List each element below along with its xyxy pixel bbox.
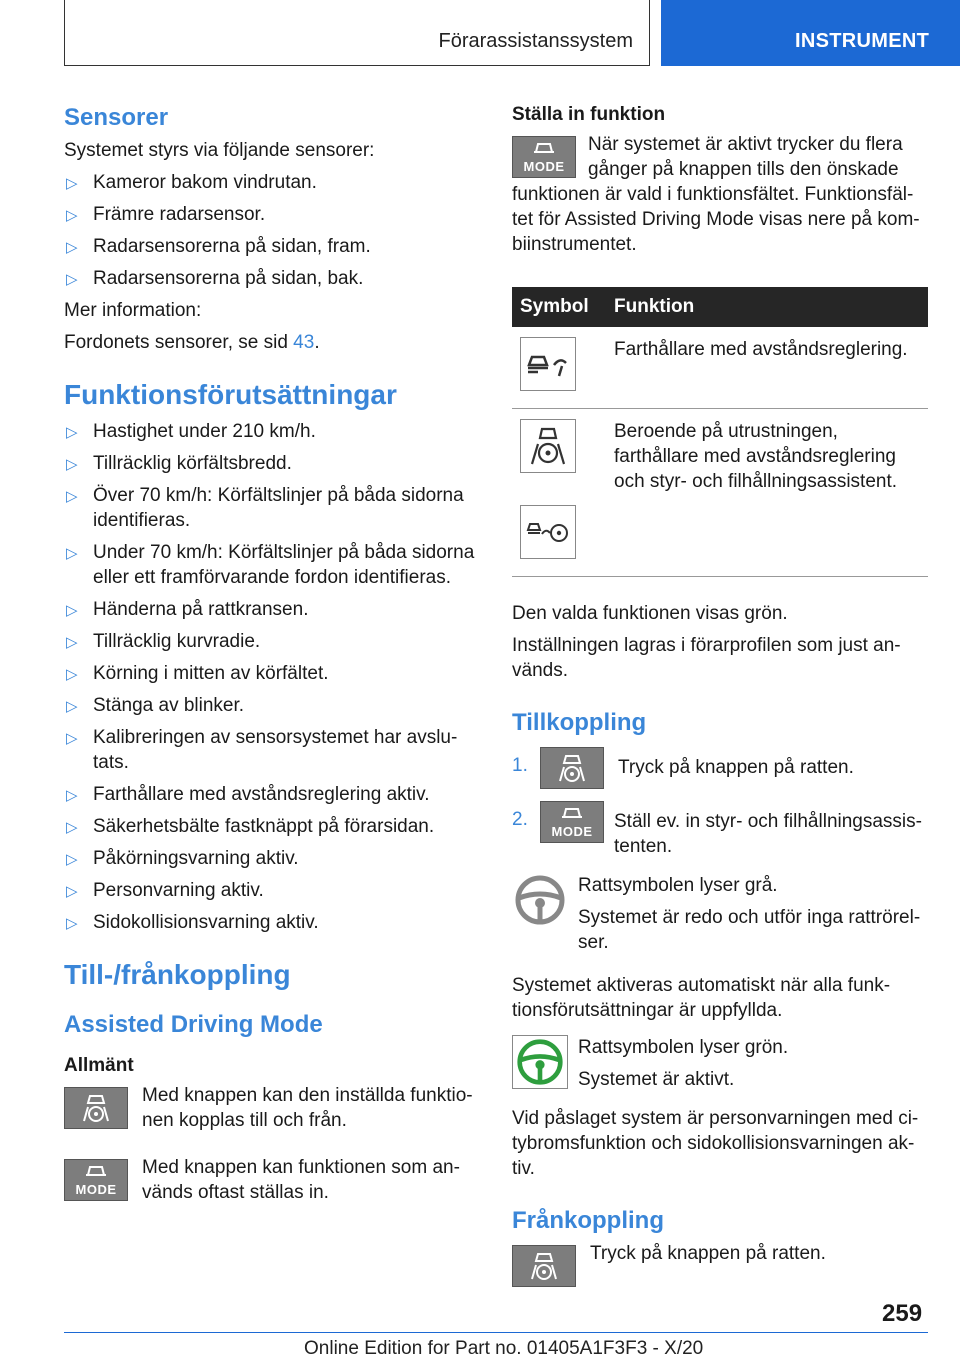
grey-steering-symbol (512, 873, 568, 927)
triangle-bullet-icon: ▷ (66, 545, 78, 562)
list-item: ▷ Under 70 km/h: Körfältslinjer på båda sidorna eller ett framförvarande fordon identifieras. (66, 542, 475, 588)
list-item: ▷ Radarsensorerna på sidan, bak. (64, 266, 478, 291)
page-number: 259 (882, 1300, 923, 1327)
off-paragraph: Tryck på knappen på ratten. (512, 1241, 928, 1287)
triangle-bullet-icon: ▷ (66, 634, 78, 651)
steering-wheel-green-icon (516, 1038, 564, 1086)
list-item: ▷ Personvarning aktiv. (64, 878, 478, 903)
adm-button-image (540, 747, 604, 789)
table-row (512, 327, 928, 409)
triangle-bullet-icon: ▷ (66, 883, 78, 900)
list-item: ▷ Stänga av blinker. (64, 693, 478, 718)
footer-divider (64, 1332, 928, 1333)
mode-button-image: MODE (64, 1159, 128, 1201)
step-2: 2. MODE Ställ ev. in styr- och filhållningsassis-tenten. (512, 797, 928, 859)
requirements-list (64, 419, 478, 935)
car-icon (557, 805, 587, 825)
list-item: ▷ Över 70 km/h: Körfältslinjer på båda sidorna identifieras. (66, 485, 464, 531)
green-steering-symbol (512, 1035, 568, 1089)
column-header-symbol: Symbol (512, 287, 606, 327)
acc-symbol (520, 337, 576, 391)
left-column (64, 100, 478, 1205)
triangle-bullet-icon: ▷ (66, 456, 78, 473)
green-steering-block: Rattsymbolen lyser grön. Systemet är aktivt. (512, 1035, 928, 1092)
steering-car-icon (527, 1249, 561, 1283)
list-item: ▷ Farthållare med avståndsreglering aktiv. (64, 782, 478, 807)
requirements-heading: Funktionsförutsättningar (64, 379, 397, 410)
step-number: 2. (512, 809, 528, 830)
grey-steering-block: Rattsymbolen lyser grå. Systemet är redo och utför inga rattrörel-ser. (512, 873, 928, 955)
adm-heading: Assisted Driving Mode (64, 1011, 323, 1038)
mode-button-image: MODE (540, 801, 604, 843)
adm-button-image (512, 1245, 576, 1287)
warning-note: Vid påslaget system är personvarningen med ci-tybromsfunktion och sidokollisionsvarningen ak-tiv. (512, 1108, 919, 1179)
symbol-table (512, 287, 928, 577)
more-info-label: Mer information: (64, 300, 202, 321)
steering-car-icon (555, 751, 589, 785)
triangle-bullet-icon: ▷ (66, 819, 78, 836)
acc-steering-symbol (520, 505, 576, 559)
header-chapter-tab (661, 0, 960, 66)
step-number: 1. (512, 755, 528, 776)
general-paragraph-1: Med knappen kan den inställda funktio-nen kopplas till och från. (64, 1083, 478, 1133)
off-heading: Frånkoppling (512, 1207, 664, 1234)
steering-car-icon (79, 1091, 113, 1125)
triangle-bullet-icon: ▷ (66, 271, 78, 288)
page-link-43[interactable]: 43 (293, 332, 315, 353)
steering-assistant-symbol (520, 419, 576, 473)
triangle-bullet-icon: ▷ (66, 207, 78, 224)
triangle-bullet-icon: ▷ (66, 666, 78, 683)
table-cell: Farthållare med avståndsreglering. (606, 327, 928, 409)
steering-wheel-grey-icon (514, 874, 566, 926)
more-info-reference: Fordonets sensorer, se sid 43. (64, 332, 320, 353)
general-paragraph-2: MODE Med knappen kan funktionen som an-vänds oftast ställas in. (64, 1155, 478, 1205)
on-heading: Tillkoppling (512, 709, 647, 736)
car-icon (529, 140, 559, 160)
list-item: ▷ Tillräcklig kurvradie. (64, 629, 478, 654)
triangle-bullet-icon: ▷ (66, 730, 78, 747)
column-header-function: Funktion (606, 287, 928, 327)
table-row (512, 409, 928, 577)
set-function-paragraph: MODE När systemet är aktivt trycker du flera gånger på knappen tills den önskade funktionen är vald i funktionsfältet. Funktionsfäl-tet för Assisted Driving Mode visas nere på kom-biinstrumentet. (512, 134, 920, 255)
mode-button-image: MODE (512, 136, 576, 178)
triangle-bullet-icon: ▷ (66, 915, 78, 932)
triangle-bullet-icon: ▷ (66, 851, 78, 868)
table-cell: Beroende på utrustningen, farthållare med avståndsreglering och styr- och filhållningsassistent. (606, 409, 928, 577)
list-item: ▷ Sidokollisionsvarning aktiv. (64, 910, 478, 935)
sensorer-intro: Systemet styrs via följande sensorer: (64, 140, 375, 161)
profile-note: Inställningen lagras i förarprofilen som just an-vänds. (512, 635, 901, 681)
header-section-box (64, 0, 650, 66)
list-item: ▷ Körning i mitten av körfältet. (64, 661, 478, 686)
list-item: ▷ Kalibreringen av sensorsystemet har avslu-tats. (66, 727, 458, 773)
toggle-heading: Till-/frånkoppling (64, 959, 291, 990)
header-chapter-title: INSTRUMENT (795, 30, 930, 52)
distance-control-icon (526, 349, 570, 379)
sensorer-heading: Sensorer (64, 104, 169, 131)
list-item: ▷ Radarsensorerna på sidan, fram. (64, 234, 478, 259)
set-function-heading: Ställa in funktion (512, 104, 666, 125)
triangle-bullet-icon: ▷ (66, 239, 78, 256)
list-item: ▷ Hastighet under 210 km/h. (64, 419, 478, 444)
right-column (512, 100, 928, 1287)
list-item: ▷ Händerna på rattkransen. (64, 597, 478, 622)
auto-activation-note: Systemet aktiveras automatiskt när alla funk-tionsförutsättningar är uppfyllda. (512, 975, 891, 1021)
triangle-bullet-icon: ▷ (66, 787, 78, 804)
steering-lane-icon (526, 424, 570, 468)
list-item: ▷ Säkerhetsbälte fastknäppt på förarsidan. (64, 814, 478, 839)
triangle-bullet-icon: ▷ (66, 698, 78, 715)
header-section-title: Förarassistanssystem (438, 30, 633, 52)
distance-steering-icon (526, 517, 570, 547)
triangle-bullet-icon: ▷ (66, 488, 78, 505)
car-icon (81, 1163, 111, 1183)
list-item: ▷ Kameror bakom vindrutan. (64, 170, 478, 195)
triangle-bullet-icon: ▷ (66, 424, 78, 441)
table-header-row (512, 287, 928, 327)
list-item: ▷ Främre radarsensor. (64, 202, 478, 227)
triangle-bullet-icon: ▷ (66, 602, 78, 619)
triangle-bullet-icon: ▷ (66, 175, 78, 192)
step-1: 1. Tryck på knappen på ratten. (512, 743, 928, 789)
list-item: ▷ Tillräcklig körfältsbredd. (64, 451, 478, 476)
sensor-list (64, 170, 478, 291)
adm-button-image (64, 1087, 128, 1129)
general-heading: Allmänt (64, 1055, 134, 1076)
list-item: ▷ Påkörningsvarning aktiv. (64, 846, 478, 871)
selected-function-note: Den valda funktionen visas grön. (512, 603, 788, 624)
edition-note: Online Edition for Part no. 01405A1F3F3 - X/20 (304, 1338, 704, 1359)
